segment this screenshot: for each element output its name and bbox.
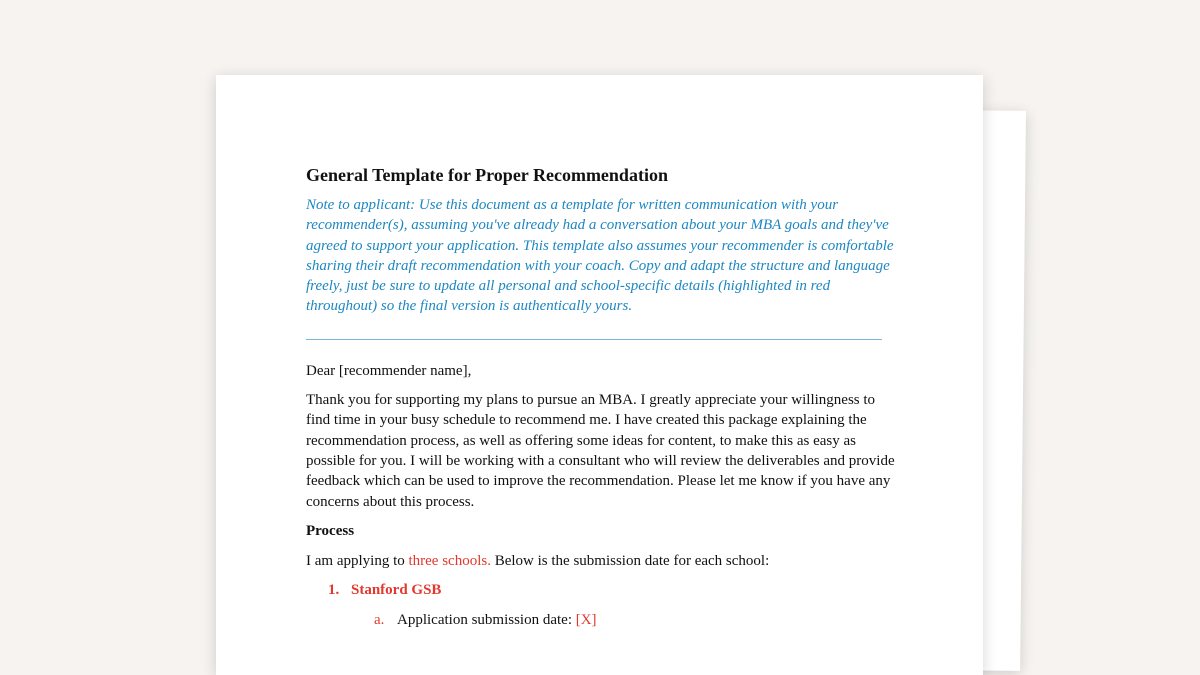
process-line: [306, 551, 896, 571]
school-name: Stanford GSB: [351, 582, 442, 599]
process-line-after: Below is the submission date for each school:: [490, 552, 770, 569]
process-highlight: three schools.: [408, 552, 491, 569]
sub-item-value: [X]: [575, 612, 597, 629]
document-page: [216, 75, 983, 675]
sub-item-label: Application submission date:: [397, 612, 576, 629]
school-sub-item: [374, 610, 896, 630]
school-list-item: [328, 580, 896, 600]
sub-item-letter: a.: [374, 612, 385, 629]
intro-paragraph: Thank you for supporting my plans to pursue an MBA. I greatly appreciate your willingness to find time in your busy schedule to recommend me. I have created this package explaining the recommendation process, as well as offering some ideas for content, to make this as easy as possible for you. I will be working with a consultant who will review the deliverables and provide feedback which can be used to improve the recommendation. Please let me know if you have any concerns about this process.: [306, 392, 895, 510]
document-title: General Template for Proper Recommendation: [306, 165, 668, 185]
document-content: [306, 163, 896, 630]
process-heading: Process: [306, 522, 355, 539]
applicant-note: Note to applicant: Use this document as a template for written communication with your recommender(s), assuming you've already had a conversation about your MBA goals and they've agreed to support your application. This template also assumes your recommender is comfortable sharing their draft recommendation with your coach. Copy and adapt the structure and language freely, just be sure to update all personal and school-specific details (highlighted in red throughout) so the final version is authentically yours.: [306, 197, 894, 315]
note-divider: [306, 339, 882, 340]
school-number: 1.: [328, 582, 340, 599]
salutation: Dear [recommender name],: [306, 362, 472, 379]
process-line-before: I am applying to: [306, 552, 409, 569]
